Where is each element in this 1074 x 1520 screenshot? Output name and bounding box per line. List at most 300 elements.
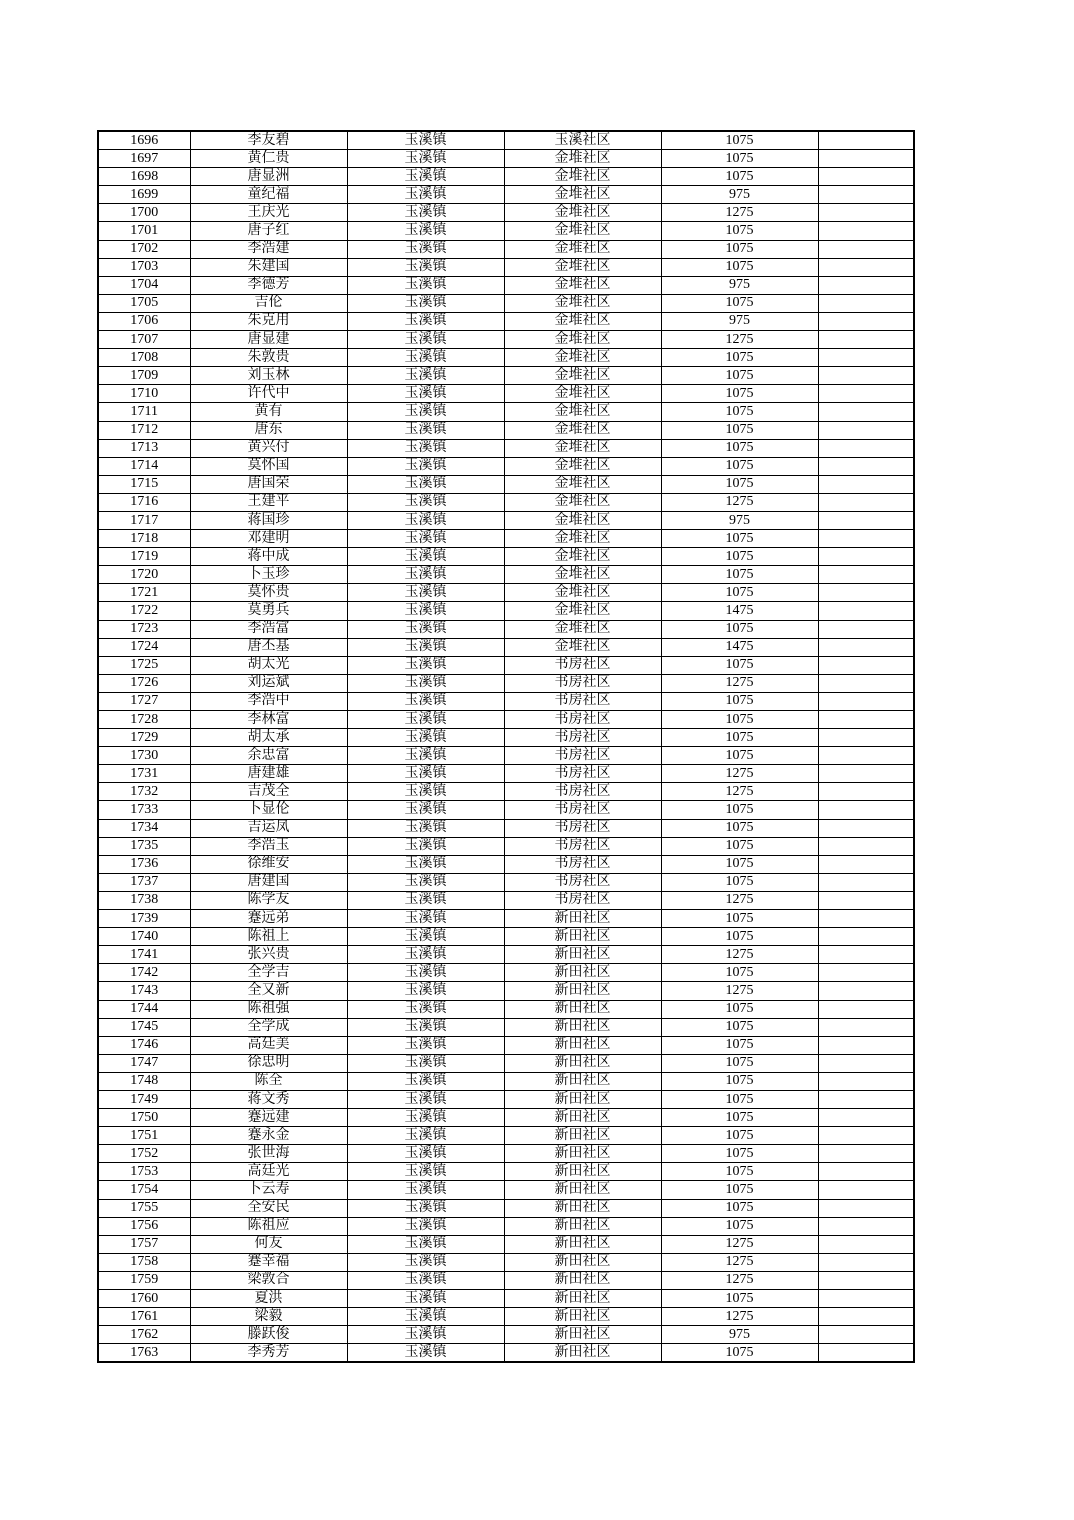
cell-amount: 1075	[661, 1199, 818, 1217]
cell-town: 玉溪镇	[347, 1018, 504, 1036]
cell-town: 玉溪镇	[347, 1145, 504, 1163]
cell-amount: 1275	[661, 331, 818, 349]
cell-name: 蹇远建	[190, 1109, 347, 1127]
cell-name: 全学吉	[190, 964, 347, 982]
cell-amount: 1075	[661, 240, 818, 258]
cell-remark	[818, 403, 914, 421]
cell-amount: 1075	[661, 150, 818, 168]
table-row	[98, 1235, 914, 1253]
cell-community: 新田社区	[504, 1290, 661, 1308]
cell-amount: 1075	[661, 294, 818, 312]
cell-amount: 1475	[661, 602, 818, 620]
cell-community: 金堆社区	[504, 457, 661, 475]
cell-town: 玉溪镇	[347, 1290, 504, 1308]
cell-name: 徐维安	[190, 855, 347, 873]
cell-index: 1699	[98, 186, 190, 204]
cell-amount: 1075	[661, 566, 818, 584]
cell-remark	[818, 349, 914, 367]
cell-town: 玉溪镇	[347, 131, 504, 150]
cell-town: 玉溪镇	[347, 1036, 504, 1054]
cell-amount: 975	[661, 186, 818, 204]
cell-amount: 1075	[661, 131, 818, 150]
cell-remark	[818, 747, 914, 765]
cell-index: 1736	[98, 855, 190, 873]
cell-index: 1750	[98, 1109, 190, 1127]
cell-community: 金堆社区	[504, 312, 661, 330]
cell-town: 玉溪镇	[347, 729, 504, 747]
cell-index: 1759	[98, 1271, 190, 1289]
cell-remark	[818, 294, 914, 312]
cell-index: 1748	[98, 1072, 190, 1090]
cell-index: 1758	[98, 1253, 190, 1271]
cell-index: 1737	[98, 873, 190, 891]
cell-index: 1739	[98, 910, 190, 928]
cell-town: 玉溪镇	[347, 1235, 504, 1253]
cell-name: 陈全	[190, 1072, 347, 1090]
cell-index: 1733	[98, 801, 190, 819]
cell-community: 书房社区	[504, 656, 661, 674]
cell-index: 1723	[98, 620, 190, 638]
cell-name: 全学成	[190, 1018, 347, 1036]
table-row	[98, 566, 914, 584]
cell-remark	[818, 1181, 914, 1199]
cell-remark	[818, 928, 914, 946]
cell-remark	[818, 982, 914, 1000]
cell-name: 唐建雄	[190, 765, 347, 783]
cell-town: 玉溪镇	[347, 801, 504, 819]
table-row	[98, 403, 914, 421]
cell-name: 全又新	[190, 982, 347, 1000]
cell-town: 玉溪镇	[347, 1072, 504, 1090]
cell-community: 书房社区	[504, 873, 661, 891]
cell-town: 玉溪镇	[347, 294, 504, 312]
cell-remark	[818, 222, 914, 240]
cell-index: 1742	[98, 964, 190, 982]
cell-town: 玉溪镇	[347, 566, 504, 584]
table-row	[98, 638, 914, 656]
table-row	[98, 312, 914, 330]
cell-remark	[818, 367, 914, 385]
table-row	[98, 1000, 914, 1018]
cell-town: 玉溪镇	[347, 1217, 504, 1235]
cell-community: 新田社区	[504, 1199, 661, 1217]
cell-town: 玉溪镇	[347, 439, 504, 457]
cell-index: 1741	[98, 946, 190, 964]
cell-name: 童纪福	[190, 186, 347, 204]
cell-index: 1726	[98, 674, 190, 692]
table-row	[98, 1018, 914, 1036]
table-row	[98, 1181, 914, 1199]
cell-name: 莫怀国	[190, 457, 347, 475]
cell-remark	[818, 891, 914, 909]
cell-amount: 1075	[661, 729, 818, 747]
cell-remark	[818, 240, 914, 258]
cell-community: 新田社区	[504, 1217, 661, 1235]
cell-community: 金堆社区	[504, 511, 661, 529]
cell-index: 1732	[98, 783, 190, 801]
table-row	[98, 276, 914, 294]
cell-index: 1727	[98, 692, 190, 710]
cell-community: 新田社区	[504, 1163, 661, 1181]
cell-index: 1729	[98, 729, 190, 747]
table-row	[98, 331, 914, 349]
table-row	[98, 222, 914, 240]
cell-remark	[818, 530, 914, 548]
cell-community: 新田社区	[504, 1072, 661, 1090]
table-row	[98, 964, 914, 982]
cell-amount: 1075	[661, 385, 818, 403]
cell-name: 吉运凤	[190, 819, 347, 837]
cell-remark	[818, 1054, 914, 1072]
cell-town: 玉溪镇	[347, 312, 504, 330]
cell-town: 玉溪镇	[347, 747, 504, 765]
cell-community: 书房社区	[504, 711, 661, 729]
cell-amount: 1075	[661, 475, 818, 493]
table-row	[98, 1271, 914, 1289]
cell-index: 1744	[98, 1000, 190, 1018]
cell-index: 1709	[98, 367, 190, 385]
cell-community: 金堆社区	[504, 475, 661, 493]
cell-remark	[818, 620, 914, 638]
cell-amount: 1075	[661, 910, 818, 928]
cell-community: 新田社区	[504, 1018, 661, 1036]
cell-town: 玉溪镇	[347, 258, 504, 276]
cell-remark	[818, 548, 914, 566]
cell-town: 玉溪镇	[347, 331, 504, 349]
cell-name: 王庆光	[190, 204, 347, 222]
table-row	[98, 511, 914, 529]
cell-community: 新田社区	[504, 1109, 661, 1127]
table-row	[98, 1199, 914, 1217]
cell-index: 1704	[98, 276, 190, 294]
table-row	[98, 385, 914, 403]
cell-name: 卜玉珍	[190, 566, 347, 584]
table-row	[98, 421, 914, 439]
cell-index: 1717	[98, 511, 190, 529]
cell-town: 玉溪镇	[347, 186, 504, 204]
cell-index: 1740	[98, 928, 190, 946]
cell-remark	[818, 1326, 914, 1344]
cell-index: 1752	[98, 1145, 190, 1163]
cell-amount: 1075	[661, 1054, 818, 1072]
cell-community: 金堆社区	[504, 620, 661, 638]
cell-index: 1710	[98, 385, 190, 403]
cell-community: 新田社区	[504, 1326, 661, 1344]
cell-town: 玉溪镇	[347, 819, 504, 837]
cell-index: 1702	[98, 240, 190, 258]
cell-community: 金堆社区	[504, 168, 661, 186]
table-row	[98, 530, 914, 548]
cell-remark	[818, 493, 914, 511]
cell-community: 新田社区	[504, 1054, 661, 1072]
cell-name: 黄仁贵	[190, 150, 347, 168]
cell-town: 玉溪镇	[347, 982, 504, 1000]
table-row	[98, 819, 914, 837]
cell-community: 金堆社区	[504, 439, 661, 457]
cell-community: 金堆社区	[504, 421, 661, 439]
cell-remark	[818, 1145, 914, 1163]
cell-community: 金堆社区	[504, 638, 661, 656]
table-row	[98, 1036, 914, 1054]
cell-index: 1703	[98, 258, 190, 276]
cell-index: 1720	[98, 566, 190, 584]
cell-community: 金堆社区	[504, 331, 661, 349]
cell-name: 高廷美	[190, 1036, 347, 1054]
cell-amount: 975	[661, 511, 818, 529]
cell-amount: 1075	[661, 548, 818, 566]
cell-index: 1745	[98, 1018, 190, 1036]
cell-town: 玉溪镇	[347, 910, 504, 928]
cell-amount: 1075	[661, 1181, 818, 1199]
cell-community: 金堆社区	[504, 276, 661, 294]
cell-community: 新田社区	[504, 1308, 661, 1326]
cell-community: 新田社区	[504, 1145, 661, 1163]
cell-town: 玉溪镇	[347, 530, 504, 548]
cell-remark	[818, 855, 914, 873]
cell-index: 1721	[98, 584, 190, 602]
cell-amount: 1275	[661, 946, 818, 964]
cell-amount: 1075	[661, 421, 818, 439]
cell-name: 李林富	[190, 711, 347, 729]
cell-remark	[818, 131, 914, 150]
cell-index: 1746	[98, 1036, 190, 1054]
table-row	[98, 747, 914, 765]
cell-community: 新田社区	[504, 982, 661, 1000]
cell-index: 1706	[98, 312, 190, 330]
data-table	[97, 130, 915, 1363]
cell-remark	[818, 638, 914, 656]
table-row	[98, 1290, 914, 1308]
cell-community: 金堆社区	[504, 222, 661, 240]
cell-name: 李浩建	[190, 240, 347, 258]
cell-remark	[818, 783, 914, 801]
cell-name: 邓建明	[190, 530, 347, 548]
cell-name: 莫勇兵	[190, 602, 347, 620]
cell-town: 玉溪镇	[347, 421, 504, 439]
cell-amount: 1075	[661, 1145, 818, 1163]
cell-index: 1716	[98, 493, 190, 511]
cell-town: 玉溪镇	[347, 1271, 504, 1289]
cell-name: 朱克用	[190, 312, 347, 330]
cell-name: 唐显建	[190, 331, 347, 349]
cell-remark	[818, 1109, 914, 1127]
cell-amount: 1075	[661, 747, 818, 765]
cell-name: 唐建国	[190, 873, 347, 891]
cell-index: 1719	[98, 548, 190, 566]
cell-amount: 1075	[661, 964, 818, 982]
cell-remark	[818, 1217, 914, 1235]
cell-town: 玉溪镇	[347, 1163, 504, 1181]
table-row	[98, 1054, 914, 1072]
table-body	[98, 131, 914, 1362]
cell-remark	[818, 439, 914, 457]
cell-name: 蹇远弟	[190, 910, 347, 928]
table-row	[98, 493, 914, 511]
cell-name: 黄兴付	[190, 439, 347, 457]
cell-remark	[818, 1127, 914, 1145]
cell-community: 新田社区	[504, 910, 661, 928]
table-row	[98, 873, 914, 891]
cell-town: 玉溪镇	[347, 1109, 504, 1127]
cell-community: 金堆社区	[504, 584, 661, 602]
cell-town: 玉溪镇	[347, 1344, 504, 1363]
cell-name: 徐忠明	[190, 1054, 347, 1072]
table-row	[98, 548, 914, 566]
cell-town: 玉溪镇	[347, 1308, 504, 1326]
cell-amount: 1075	[661, 349, 818, 367]
cell-name: 朱建国	[190, 258, 347, 276]
table-row	[98, 204, 914, 222]
cell-remark	[818, 765, 914, 783]
cell-remark	[818, 1253, 914, 1271]
cell-remark	[818, 1235, 914, 1253]
cell-amount: 1075	[661, 367, 818, 385]
cell-remark	[818, 385, 914, 403]
cell-town: 玉溪镇	[347, 1181, 504, 1199]
cell-amount: 1075	[661, 620, 818, 638]
cell-community: 书房社区	[504, 765, 661, 783]
cell-remark	[818, 1072, 914, 1090]
cell-amount: 1275	[661, 891, 818, 909]
cell-index: 1725	[98, 656, 190, 674]
cell-remark	[818, 312, 914, 330]
cell-amount: 1075	[661, 1290, 818, 1308]
cell-amount: 1075	[661, 457, 818, 475]
cell-town: 玉溪镇	[347, 240, 504, 258]
table-row	[98, 367, 914, 385]
cell-town: 玉溪镇	[347, 873, 504, 891]
cell-index: 1760	[98, 1290, 190, 1308]
cell-town: 玉溪镇	[347, 584, 504, 602]
cell-index: 1755	[98, 1199, 190, 1217]
cell-remark	[818, 1271, 914, 1289]
cell-remark	[818, 1199, 914, 1217]
cell-amount: 1275	[661, 783, 818, 801]
cell-town: 玉溪镇	[347, 349, 504, 367]
table-row	[98, 783, 914, 801]
cell-amount: 1075	[661, 584, 818, 602]
cell-name: 张兴贵	[190, 946, 347, 964]
cell-name: 胡太承	[190, 729, 347, 747]
cell-name: 唐东	[190, 421, 347, 439]
table-row	[98, 729, 914, 747]
cell-community: 书房社区	[504, 674, 661, 692]
cell-town: 玉溪镇	[347, 457, 504, 475]
cell-index: 1751	[98, 1127, 190, 1145]
cell-remark	[818, 729, 914, 747]
cell-amount: 1075	[661, 1127, 818, 1145]
cell-remark	[818, 946, 914, 964]
cell-town: 玉溪镇	[347, 855, 504, 873]
cell-name: 唐子红	[190, 222, 347, 240]
cell-remark	[818, 837, 914, 855]
cell-remark	[818, 186, 914, 204]
cell-community: 新田社区	[504, 1181, 661, 1199]
cell-community: 金堆社区	[504, 186, 661, 204]
cell-index: 1711	[98, 403, 190, 421]
cell-community: 新田社区	[504, 1271, 661, 1289]
cell-remark	[818, 1018, 914, 1036]
cell-name: 朱敦贵	[190, 349, 347, 367]
table-row	[98, 131, 914, 150]
cell-index: 1712	[98, 421, 190, 439]
cell-town: 玉溪镇	[347, 493, 504, 511]
cell-index: 1730	[98, 747, 190, 765]
cell-index: 1754	[98, 1181, 190, 1199]
cell-community: 新田社区	[504, 1127, 661, 1145]
cell-town: 玉溪镇	[347, 1000, 504, 1018]
cell-community: 新田社区	[504, 928, 661, 946]
cell-index: 1708	[98, 349, 190, 367]
cell-index: 1696	[98, 131, 190, 150]
cell-town: 玉溪镇	[347, 891, 504, 909]
cell-town: 玉溪镇	[347, 222, 504, 240]
cell-town: 玉溪镇	[347, 602, 504, 620]
cell-community: 金堆社区	[504, 258, 661, 276]
cell-remark	[818, 421, 914, 439]
cell-amount: 1075	[661, 1000, 818, 1018]
table-row	[98, 946, 914, 964]
cell-community: 玉溪社区	[504, 131, 661, 150]
table-row	[98, 656, 914, 674]
cell-index: 1718	[98, 530, 190, 548]
table-row	[98, 910, 914, 928]
cell-community: 新田社区	[504, 1036, 661, 1054]
cell-index: 1747	[98, 1054, 190, 1072]
cell-name: 王建平	[190, 493, 347, 511]
table-row	[98, 186, 914, 204]
cell-community: 新田社区	[504, 1090, 661, 1108]
cell-amount: 1075	[661, 1036, 818, 1054]
cell-town: 玉溪镇	[347, 656, 504, 674]
cell-remark	[818, 204, 914, 222]
cell-remark	[818, 819, 914, 837]
table-row	[98, 692, 914, 710]
table-row	[98, 711, 914, 729]
table-row	[98, 1253, 914, 1271]
table-row	[98, 439, 914, 457]
table-row	[98, 294, 914, 312]
cell-community: 金堆社区	[504, 403, 661, 421]
cell-town: 玉溪镇	[347, 837, 504, 855]
table-row	[98, 1109, 914, 1127]
cell-community: 金堆社区	[504, 240, 661, 258]
cell-town: 玉溪镇	[347, 385, 504, 403]
cell-town: 玉溪镇	[347, 475, 504, 493]
table-row	[98, 928, 914, 946]
cell-index: 1757	[98, 1235, 190, 1253]
cell-amount: 1275	[661, 204, 818, 222]
cell-community: 书房社区	[504, 855, 661, 873]
cell-town: 玉溪镇	[347, 150, 504, 168]
cell-name: 黄有	[190, 403, 347, 421]
table-row	[98, 1127, 914, 1145]
cell-index: 1743	[98, 982, 190, 1000]
cell-name: 余忠富	[190, 747, 347, 765]
cell-name: 唐显洲	[190, 168, 347, 186]
cell-remark	[818, 964, 914, 982]
cell-community: 书房社区	[504, 837, 661, 855]
cell-index: 1763	[98, 1344, 190, 1363]
cell-town: 玉溪镇	[347, 1090, 504, 1108]
cell-index: 1762	[98, 1326, 190, 1344]
table-row	[98, 602, 914, 620]
table-row	[98, 765, 914, 783]
cell-name: 夏洪	[190, 1290, 347, 1308]
cell-name: 梁毅	[190, 1308, 347, 1326]
cell-remark	[818, 511, 914, 529]
cell-index: 1753	[98, 1163, 190, 1181]
